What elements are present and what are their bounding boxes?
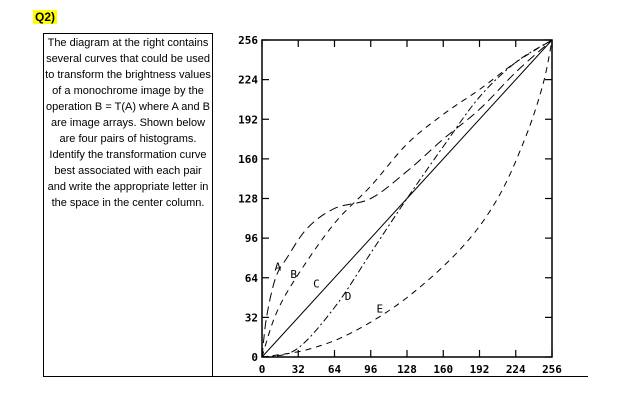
- x-tick-label: 96: [364, 363, 378, 376]
- y-tick-label: 96: [244, 232, 258, 246]
- x-tick-label: 192: [469, 363, 490, 376]
- y-tick-label: 192: [238, 113, 258, 127]
- y-tick-label: 128: [238, 192, 258, 206]
- x-tick-label: 32: [291, 363, 305, 376]
- question-number: Q2): [35, 10, 56, 24]
- question-text: The diagram at the right contains several curves that could be used to transform the brightness values of a monochrome image by the operation B = T(A) where A and B are image arrays. Shown below are four pairs of histograms. Identify the transformation curve best associated with each pair and write the appropriate letter in the space in the center column.: [45, 37, 211, 209]
- y-tick-label: 32: [244, 311, 258, 325]
- x-tick-label: 256: [542, 363, 562, 376]
- curve-label-c: C: [313, 277, 320, 291]
- y-tick-label: 0: [251, 351, 258, 364]
- x-tick-label: 128: [397, 363, 417, 376]
- x-tick-label: 224: [505, 363, 526, 376]
- curve-label-b: B: [290, 267, 298, 281]
- curve-label-d: D: [344, 290, 352, 304]
- y-tick-label: 160: [238, 152, 258, 166]
- transformation-curves-chart: [222, 30, 572, 380]
- x-tick-label: 64: [327, 363, 342, 376]
- curve-c: [262, 40, 552, 357]
- y-tick-label: 256: [238, 34, 258, 47]
- x-tick-label: 160: [433, 363, 454, 376]
- curve-label-a: A: [274, 260, 282, 274]
- table-column-divider: [212, 33, 213, 377]
- curve-label-e: E: [376, 302, 384, 316]
- y-tick-label: 64: [244, 271, 258, 285]
- x-tick-label: 0: [258, 363, 266, 376]
- y-tick-label: 224: [238, 73, 258, 87]
- table-border-top: [43, 33, 213, 34]
